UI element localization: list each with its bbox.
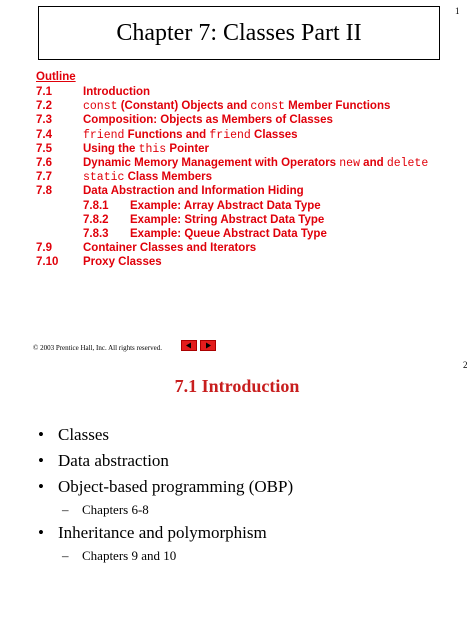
left-arrow-icon (182, 341, 196, 350)
outline-item (36, 199, 456, 213)
outline-text-part: Pointer (166, 142, 210, 155)
outline-text-part: Container Classes and Iterators (83, 242, 257, 255)
outline-item-text (83, 113, 333, 127)
outline-item-number: 7.1 (36, 86, 52, 98)
outline-item-number: 7.3 (36, 114, 52, 127)
dash-icon: – (62, 502, 69, 517)
bullet-dot-icon: • (38, 425, 44, 444)
outline-item-text (83, 156, 428, 171)
code-keyword: static (83, 171, 125, 185)
code-keyword: const (83, 100, 118, 114)
outline-item-number: 7.8 (36, 185, 52, 198)
bullet-text: Classes (58, 425, 109, 444)
outline-item-number: 7.10 (36, 256, 59, 269)
outline-list (36, 85, 456, 269)
outline-item (36, 213, 456, 227)
page-number-1: 1 (455, 6, 460, 16)
outline-text-part: Data Abstraction and Information Hiding (83, 185, 304, 198)
code-keyword: friend (209, 128, 251, 142)
outline-text-part: Class Members (124, 171, 212, 184)
outline-text-part: Example: Queue Abstract Data Type (130, 227, 327, 240)
outline-item-text (130, 227, 327, 241)
code-keyword: const (250, 100, 285, 114)
code-keyword: this (138, 142, 167, 156)
outline-text-part: Dynamic Memory Management with Operators (83, 156, 340, 169)
outline-item (36, 184, 456, 198)
outline-item (36, 113, 456, 127)
outline-item-number: 7.6 (36, 156, 52, 169)
outline-text-part: (Constant) Objects and (117, 100, 251, 113)
outline (36, 70, 456, 269)
bullet-text: Inheritance and polymorphism (58, 523, 267, 542)
outline-item-text (83, 184, 304, 198)
outline-text-part: Member Functions (284, 100, 391, 113)
outline-text-part: and (359, 156, 387, 169)
outline-item (36, 128, 456, 142)
bullet-text: Object-based programming (OBP) (58, 477, 294, 496)
outline-item-text (130, 213, 324, 227)
bullet-text: Data abstraction (58, 451, 169, 470)
copyright-text: © 2003 Prentice Hall, Inc. All rights reserved. (33, 344, 162, 352)
outline-item (36, 156, 456, 170)
dash-icon: – (62, 548, 69, 563)
slide2-title: 7.1 Introduction (174, 376, 300, 396)
right-arrow-icon (201, 341, 215, 350)
outline-item (36, 241, 456, 255)
outline-item-number: 7.8.1 (83, 199, 109, 212)
outline-item-number: 7.5 (36, 142, 52, 155)
outline-item-text (83, 255, 162, 269)
slide-title-box (38, 6, 440, 60)
outline-text-part: Example: String Abstract Data Type (130, 213, 325, 226)
outline-item (36, 99, 456, 113)
outline-item-text (130, 199, 321, 213)
outline-item (36, 255, 456, 269)
bullet-text: Chapters 9 and 10 (82, 548, 177, 563)
outline-item-text (83, 85, 150, 99)
outline-item (36, 85, 456, 99)
outline-text-part: Introduction (83, 86, 151, 98)
code-keyword: new (339, 156, 360, 170)
outline-item (36, 170, 456, 184)
outline-item-text (83, 99, 390, 114)
bullet-text: Chapters 6-8 (82, 502, 149, 517)
outline-item-number: 7.4 (36, 128, 52, 141)
outline-item-text (83, 241, 256, 255)
outline-text-part: Classes (250, 128, 298, 141)
outline-item-number: 7.8.3 (83, 227, 109, 240)
outline-item-number: 7.2 (36, 100, 52, 113)
code-keyword: delete (386, 156, 429, 170)
outline-item-number: 7.9 (36, 242, 52, 255)
outline-text-part: Composition: Objects as Members of Classes (83, 114, 333, 127)
code-keyword: friend (83, 128, 125, 142)
outline-item-text (83, 170, 212, 185)
slide-title: Chapter 7: Classes Part II (116, 19, 362, 46)
bullet-dot-icon: • (38, 477, 44, 496)
outline-item (36, 142, 456, 156)
outline-text-part: Proxy Classes (83, 256, 162, 269)
page-number-2: 2 (463, 360, 468, 370)
bullet-dot-icon: • (38, 451, 44, 470)
outline-item-number: 7.7 (36, 171, 52, 184)
outline-item-text (83, 128, 298, 143)
next-slide-button[interactable] (200, 340, 216, 351)
prev-slide-button[interactable] (181, 340, 197, 351)
outline-item-text (83, 142, 209, 157)
outline-text-part: Example: Array Abstract Data Type (130, 199, 321, 212)
outline-item-number: 7.8.2 (83, 213, 109, 226)
bullet-dot-icon: • (38, 523, 44, 542)
outline-text-part: Using the (83, 142, 139, 155)
outline-item (36, 227, 456, 241)
outline-heading: Outline (36, 71, 76, 83)
outline-text-part: Functions and (124, 128, 210, 141)
